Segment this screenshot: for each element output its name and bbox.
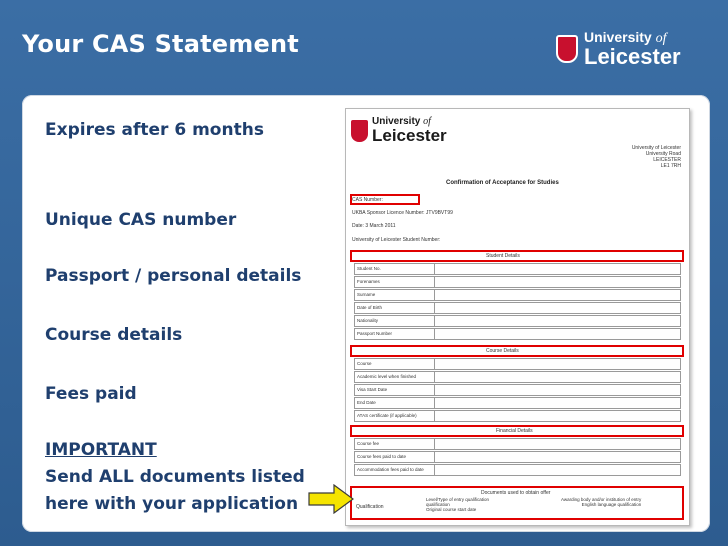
logo-of: of — [655, 31, 667, 46]
yellow-arrow-icon — [308, 484, 354, 514]
point-expires: Expires after 6 months — [45, 120, 264, 140]
documents-column-1: Level/Type of entry qualification qualification Original course start date — [426, 497, 490, 512]
logo-line2: Leicester — [584, 44, 681, 69]
document-date: Date: 3 March 2011 — [352, 223, 396, 229]
documents-row-label: Qualification — [356, 504, 384, 510]
student-row: Nationality — [354, 315, 681, 327]
university-logo — [556, 24, 706, 74]
point-fees: Fees paid — [45, 384, 137, 404]
crest-icon — [556, 35, 578, 63]
point-important: IMPORTANT — [45, 440, 157, 460]
financial-row: Accommodation fees paid to date — [354, 464, 681, 476]
student-row: Student No. — [354, 263, 681, 275]
financial-details-title: Financial Details — [496, 428, 533, 434]
document-address: University of Leicester University Road LEICESTER LE1 7RH — [631, 145, 681, 169]
point-unique-cas: Unique CAS number — [45, 210, 237, 230]
point-send-documents: Send ALL documents listed — [45, 467, 305, 487]
logo-line1: University — [584, 29, 652, 45]
document-logo: University of Leicester — [351, 117, 447, 144]
cas-document-preview — [345, 108, 690, 526]
documents-column-2: Awarding body and/or institution of entry English language qualification — [561, 497, 642, 507]
sponsor-licence: UKBA Sponsor Licence Number: JTV9BVT99 — [352, 210, 453, 216]
document-crest-icon — [351, 120, 368, 142]
student-row: Date of Birth — [354, 302, 681, 314]
course-row: ATAS certificate (if applicable) — [354, 410, 681, 422]
document-heading: Confirmation of Acceptance for Studies — [446, 180, 559, 186]
financial-row: Course fees paid to date — [354, 451, 681, 463]
slide-title: Your CAS Statement — [22, 30, 299, 58]
student-row: Forenames — [354, 276, 681, 288]
course-row: End Date — [354, 397, 681, 409]
point-course: Course details — [45, 325, 183, 345]
documents-title: Documents used to obtain offer — [481, 490, 551, 496]
cas-number-label: CAS Number: — [352, 197, 383, 203]
point-with-application: here with your application — [45, 494, 299, 514]
student-details-title: Student Details — [486, 253, 520, 259]
student-row: Passport Number — [354, 328, 681, 340]
student-number-line: University of Leicester Student Number: — [352, 237, 441, 243]
point-passport: Passport / personal details — [45, 266, 302, 286]
student-row: Surname — [354, 289, 681, 301]
course-details-title: Course Details — [486, 348, 519, 354]
course-row: Visa Start Date — [354, 384, 681, 396]
course-row: Course — [354, 358, 681, 370]
course-row: Academic level when finished — [354, 371, 681, 383]
financial-row: Course fee — [354, 438, 681, 450]
